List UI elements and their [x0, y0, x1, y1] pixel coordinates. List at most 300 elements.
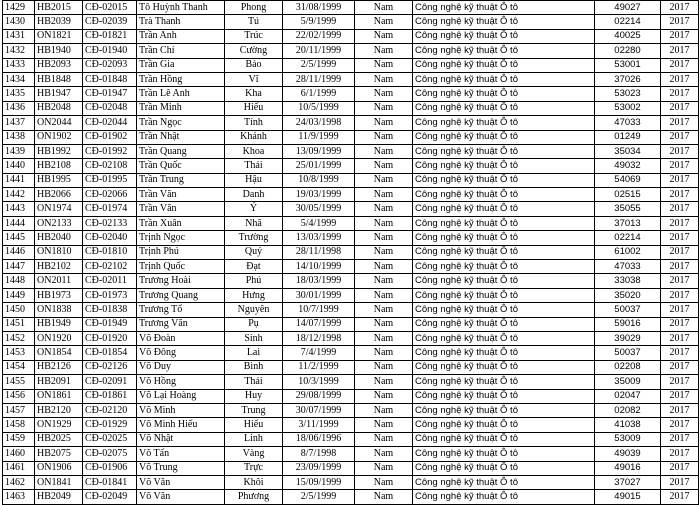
- year-cell: 2017: [661, 360, 699, 374]
- student-id-cell: CĐ-01810: [83, 245, 137, 259]
- gender-cell: Nam: [355, 58, 413, 72]
- last-middle-name-cell: Trương Quang: [137, 288, 225, 302]
- major-cell: Công nghệ kỹ thuật Ô tô: [413, 331, 595, 345]
- gender-cell: Nam: [355, 188, 413, 202]
- gender-cell: Nam: [355, 29, 413, 43]
- row-number-cell: 1442: [3, 188, 35, 202]
- code-number-cell: 53002: [595, 101, 661, 115]
- major-cell: Công nghệ kỹ thuật Ô tô: [413, 389, 595, 403]
- first-name-cell: Khôi: [225, 475, 283, 489]
- birth-date-cell: 28/11/1999: [283, 72, 355, 86]
- last-middle-name-cell: Trần Hồng: [137, 72, 225, 86]
- major-cell: Công nghệ kỹ thuật Ô tô: [413, 1, 595, 15]
- major-cell: Công nghệ kỹ thuật Ô tô: [413, 216, 595, 230]
- last-middle-name-cell: Tô Huỳnh Thanh: [137, 1, 225, 15]
- first-name-cell: Danh: [225, 188, 283, 202]
- year-cell: 2017: [661, 403, 699, 417]
- student-id-cell: CĐ-02120: [83, 403, 137, 417]
- major-cell: Công nghệ kỹ thuật Ô tô: [413, 274, 595, 288]
- major-cell: Công nghệ kỹ thuật Ô tô: [413, 360, 595, 374]
- code-number-cell: 47033: [595, 260, 661, 274]
- student-id-cell: CĐ-01838: [83, 303, 137, 317]
- row-number-cell: 1429: [3, 1, 35, 15]
- table-row: [3, 116, 699, 130]
- registration-code-cell: HB2039: [35, 15, 83, 29]
- first-name-cell: Bảo: [225, 58, 283, 72]
- last-middle-name-cell: Trần Gia: [137, 58, 225, 72]
- registration-code-cell: HB1848: [35, 72, 83, 86]
- major-cell: Công nghệ kỹ thuật Ô tô: [413, 87, 595, 101]
- last-middle-name-cell: Võ Minh Hiếu: [137, 418, 225, 432]
- registration-code-cell: HB1973: [35, 288, 83, 302]
- table-row: [3, 447, 699, 461]
- year-cell: 2017: [661, 231, 699, 245]
- year-cell: 2017: [661, 331, 699, 345]
- table-row: [3, 173, 699, 187]
- year-cell: 2017: [661, 144, 699, 158]
- table-row: [3, 72, 699, 86]
- row-number-cell: 1462: [3, 475, 35, 489]
- table-row: [3, 346, 699, 360]
- table-row: [3, 130, 699, 144]
- row-number-cell: 1444: [3, 216, 35, 230]
- last-middle-name-cell: Trần Trung: [137, 173, 225, 187]
- registration-code-cell: HB2093: [35, 58, 83, 72]
- first-name-cell: Pụ: [225, 317, 283, 331]
- registration-code-cell: ON1902: [35, 130, 83, 144]
- birth-date-cell: 18/03/1999: [283, 274, 355, 288]
- year-cell: 2017: [661, 116, 699, 130]
- student-id-cell: CĐ-01861: [83, 389, 137, 403]
- gender-cell: Nam: [355, 288, 413, 302]
- student-id-cell: CĐ-01920: [83, 331, 137, 345]
- row-number-cell: 1438: [3, 130, 35, 144]
- major-cell: Công nghệ kỹ thuật Ô tô: [413, 159, 595, 173]
- major-cell: Công nghệ kỹ thuật Ô tô: [413, 116, 595, 130]
- student-id-cell: CĐ-02011: [83, 274, 137, 288]
- major-cell: Công nghệ kỹ thuật Ô tô: [413, 144, 595, 158]
- last-middle-name-cell: Võ Văn: [137, 475, 225, 489]
- birth-date-cell: 23/09/1999: [283, 461, 355, 475]
- code-number-cell: 02280: [595, 44, 661, 58]
- gender-cell: Nam: [355, 303, 413, 317]
- major-cell: Công nghệ kỹ thuật Ô tô: [413, 101, 595, 115]
- code-number-cell: 02515: [595, 188, 661, 202]
- major-cell: Công nghệ kỹ thuật Ô tô: [413, 317, 595, 331]
- birth-date-cell: 5/9/1999: [283, 15, 355, 29]
- last-middle-name-cell: Võ Văn: [137, 490, 225, 504]
- gender-cell: Nam: [355, 130, 413, 144]
- registration-code-cell: HB2049: [35, 490, 83, 504]
- gender-cell: Nam: [355, 317, 413, 331]
- row-number-cell: 1440: [3, 159, 35, 173]
- student-id-cell: CĐ-01974: [83, 202, 137, 216]
- last-middle-name-cell: Trương Hoài: [137, 274, 225, 288]
- student-id-cell: CĐ-01848: [83, 72, 137, 86]
- birth-date-cell: 10/3/1999: [283, 375, 355, 389]
- birth-date-cell: 31/08/1999: [283, 1, 355, 15]
- student-id-cell: CĐ-02039: [83, 15, 137, 29]
- gender-cell: Nam: [355, 260, 413, 274]
- year-cell: 2017: [661, 202, 699, 216]
- student-id-cell: CĐ-01995: [83, 173, 137, 187]
- major-cell: Công nghệ kỹ thuật Ô tô: [413, 288, 595, 302]
- registration-code-cell: ON1929: [35, 418, 83, 432]
- birth-date-cell: 14/07/1999: [283, 317, 355, 331]
- last-middle-name-cell: Võ Lại Hoàng: [137, 389, 225, 403]
- gender-cell: Nam: [355, 346, 413, 360]
- last-middle-name-cell: Trương Văn: [137, 317, 225, 331]
- gender-cell: Nam: [355, 116, 413, 130]
- birth-date-cell: 3/11/1999: [283, 418, 355, 432]
- major-cell: Công nghệ kỹ thuật Ô tô: [413, 303, 595, 317]
- student-id-cell: CĐ-01841: [83, 475, 137, 489]
- table-row: [3, 144, 699, 158]
- registration-code-cell: ON1810: [35, 245, 83, 259]
- first-name-cell: Cường: [225, 44, 283, 58]
- year-cell: 2017: [661, 475, 699, 489]
- code-number-cell: 35034: [595, 144, 661, 158]
- year-cell: 2017: [661, 490, 699, 504]
- code-number-cell: 47033: [595, 116, 661, 130]
- birth-date-cell: 2/5/1999: [283, 58, 355, 72]
- student-id-cell: CĐ-01992: [83, 144, 137, 158]
- birth-date-cell: 22/02/1999: [283, 29, 355, 43]
- table-row: [3, 87, 699, 101]
- first-name-cell: Tú: [225, 15, 283, 29]
- row-number-cell: 1461: [3, 461, 35, 475]
- row-number-cell: 1454: [3, 360, 35, 374]
- code-number-cell: 02208: [595, 360, 661, 374]
- birth-date-cell: 6/1/1999: [283, 87, 355, 101]
- major-cell: Công nghệ kỹ thuật Ô tô: [413, 418, 595, 432]
- code-number-cell: 49015: [595, 490, 661, 504]
- first-name-cell: Linh: [225, 432, 283, 446]
- last-middle-name-cell: Trần Ngọc: [137, 116, 225, 130]
- year-cell: 2017: [661, 274, 699, 288]
- student-id-cell: CĐ-02025: [83, 432, 137, 446]
- first-name-cell: Hiếu: [225, 101, 283, 115]
- student-id-cell: CĐ-01973: [83, 288, 137, 302]
- code-number-cell: 53009: [595, 432, 661, 446]
- code-number-cell: 53001: [595, 58, 661, 72]
- registration-code-cell: ON1974: [35, 202, 83, 216]
- last-middle-name-cell: Võ Trung: [137, 461, 225, 475]
- row-number-cell: 1457: [3, 403, 35, 417]
- code-number-cell: 49032: [595, 159, 661, 173]
- table-row: [3, 274, 699, 288]
- gender-cell: Nam: [355, 475, 413, 489]
- first-name-cell: Thái: [225, 375, 283, 389]
- last-middle-name-cell: Võ Đoàn: [137, 331, 225, 345]
- row-number-cell: 1455: [3, 375, 35, 389]
- row-number-cell: 1431: [3, 29, 35, 43]
- student-id-cell: CĐ-02044: [83, 116, 137, 130]
- student-id-cell: CĐ-01902: [83, 130, 137, 144]
- gender-cell: Nam: [355, 173, 413, 187]
- code-number-cell: 02047: [595, 389, 661, 403]
- first-name-cell: Sinh: [225, 331, 283, 345]
- birth-date-cell: 10/5/1999: [283, 101, 355, 115]
- first-name-cell: Nhã: [225, 216, 283, 230]
- student-id-cell: CĐ-02091: [83, 375, 137, 389]
- birth-date-cell: 30/05/1999: [283, 202, 355, 216]
- last-middle-name-cell: Võ Tấn: [137, 447, 225, 461]
- major-cell: Công nghệ kỹ thuật Ô tô: [413, 58, 595, 72]
- major-cell: Công nghệ kỹ thuật Ô tô: [413, 15, 595, 29]
- year-cell: 2017: [661, 188, 699, 202]
- student-id-cell: CĐ-02075: [83, 447, 137, 461]
- code-number-cell: 61002: [595, 245, 661, 259]
- gender-cell: Nam: [355, 245, 413, 259]
- code-number-cell: 02214: [595, 231, 661, 245]
- registration-code-cell: HB1992: [35, 144, 83, 158]
- gender-cell: Nam: [355, 144, 413, 158]
- student-id-cell: CĐ-02040: [83, 231, 137, 245]
- first-name-cell: Trúc: [225, 29, 283, 43]
- row-number-cell: 1453: [3, 346, 35, 360]
- year-cell: 2017: [661, 389, 699, 403]
- table-row: [3, 15, 699, 29]
- gender-cell: Nam: [355, 490, 413, 504]
- table-row: [3, 360, 699, 374]
- first-name-cell: Hiếu: [225, 418, 283, 432]
- major-cell: Công nghệ kỹ thuật Ô tô: [413, 130, 595, 144]
- gender-cell: Nam: [355, 87, 413, 101]
- registration-code-cell: HB2015: [35, 1, 83, 15]
- last-middle-name-cell: Trần Lê Anh: [137, 87, 225, 101]
- code-number-cell: 53023: [595, 87, 661, 101]
- first-name-cell: Thái: [225, 159, 283, 173]
- table-row: [3, 389, 699, 403]
- gender-cell: Nam: [355, 44, 413, 58]
- table-row: [3, 188, 699, 202]
- table-row: [3, 432, 699, 446]
- registration-code-cell: HB2108: [35, 159, 83, 173]
- code-number-cell: 37027: [595, 475, 661, 489]
- code-number-cell: 49016: [595, 461, 661, 475]
- code-number-cell: 49027: [595, 1, 661, 15]
- major-cell: Công nghệ kỹ thuật Ô tô: [413, 29, 595, 43]
- year-cell: 2017: [661, 15, 699, 29]
- registration-code-cell: ON1821: [35, 29, 83, 43]
- code-number-cell: 37013: [595, 216, 661, 230]
- birth-date-cell: 30/07/1999: [283, 403, 355, 417]
- birth-date-cell: 29/08/1999: [283, 389, 355, 403]
- table-row: [3, 245, 699, 259]
- student-id-cell: CĐ-02093: [83, 58, 137, 72]
- birth-date-cell: 7/4/1999: [283, 346, 355, 360]
- major-cell: Công nghệ kỹ thuật Ô tô: [413, 260, 595, 274]
- last-middle-name-cell: Trần Chí: [137, 44, 225, 58]
- first-name-cell: Bình: [225, 360, 283, 374]
- registration-code-cell: HB2066: [35, 188, 83, 202]
- registration-code-cell: ON1906: [35, 461, 83, 475]
- row-number-cell: 1430: [3, 15, 35, 29]
- first-name-cell: Trung: [225, 403, 283, 417]
- table-row: [3, 490, 699, 504]
- table-row: [3, 375, 699, 389]
- registration-code-cell: HB1947: [35, 87, 83, 101]
- table-row: [3, 44, 699, 58]
- student-id-cell: CĐ-01854: [83, 346, 137, 360]
- first-name-cell: Vàng: [225, 447, 283, 461]
- table-row: [3, 475, 699, 489]
- first-name-cell: Nguyên: [225, 303, 283, 317]
- table-row: [3, 1, 699, 15]
- year-cell: 2017: [661, 346, 699, 360]
- major-cell: Công nghệ kỹ thuật Ô tô: [413, 245, 595, 259]
- birth-date-cell: 15/09/1999: [283, 475, 355, 489]
- table-row: [3, 418, 699, 432]
- first-name-cell: Hậu: [225, 173, 283, 187]
- first-name-cell: Đạt: [225, 260, 283, 274]
- code-number-cell: 33038: [595, 274, 661, 288]
- birth-date-cell: 25/01/1999: [283, 159, 355, 173]
- student-id-cell: CĐ-01906: [83, 461, 137, 475]
- gender-cell: Nam: [355, 15, 413, 29]
- major-cell: Công nghệ kỹ thuật Ô tô: [413, 44, 595, 58]
- last-middle-name-cell: Trịnh Quốc: [137, 260, 225, 274]
- registration-code-cell: ON1841: [35, 475, 83, 489]
- first-name-cell: Lai: [225, 346, 283, 360]
- table-row: [3, 159, 699, 173]
- first-name-cell: Hưng: [225, 288, 283, 302]
- registration-code-cell: HB2126: [35, 360, 83, 374]
- last-middle-name-cell: Võ Đông: [137, 346, 225, 360]
- year-cell: 2017: [661, 461, 699, 475]
- birth-date-cell: 28/11/1998: [283, 245, 355, 259]
- row-number-cell: 1448: [3, 274, 35, 288]
- row-number-cell: 1434: [3, 72, 35, 86]
- major-cell: Công nghệ kỹ thuật Ô tô: [413, 403, 595, 417]
- year-cell: 2017: [661, 303, 699, 317]
- code-number-cell: 02214: [595, 15, 661, 29]
- gender-cell: Nam: [355, 1, 413, 15]
- row-number-cell: 1460: [3, 447, 35, 461]
- major-cell: Công nghệ kỹ thuật Ô tô: [413, 173, 595, 187]
- first-name-cell: Khánh: [225, 130, 283, 144]
- birth-date-cell: 18/12/1998: [283, 331, 355, 345]
- birth-date-cell: 24/03/1998: [283, 116, 355, 130]
- gender-cell: Nam: [355, 202, 413, 216]
- year-cell: 2017: [661, 87, 699, 101]
- row-number-cell: 1451: [3, 317, 35, 331]
- year-cell: 2017: [661, 432, 699, 446]
- student-id-cell: CĐ-01947: [83, 87, 137, 101]
- code-number-cell: 49039: [595, 447, 661, 461]
- student-id-cell: CĐ-02102: [83, 260, 137, 274]
- row-number-cell: 1433: [3, 58, 35, 72]
- gender-cell: Nam: [355, 389, 413, 403]
- table-row: [3, 331, 699, 345]
- row-number-cell: 1458: [3, 418, 35, 432]
- gender-cell: Nam: [355, 432, 413, 446]
- year-cell: 2017: [661, 1, 699, 15]
- birth-date-cell: 13/09/1999: [283, 144, 355, 158]
- row-number-cell: 1446: [3, 245, 35, 259]
- code-number-cell: 54069: [595, 173, 661, 187]
- year-cell: 2017: [661, 375, 699, 389]
- major-cell: Công nghệ kỹ thuật Ô tô: [413, 72, 595, 86]
- code-number-cell: 01249: [595, 130, 661, 144]
- last-middle-name-cell: Trần Văn: [137, 202, 225, 216]
- first-name-cell: Huy: [225, 389, 283, 403]
- last-middle-name-cell: Trịnh Phú: [137, 245, 225, 259]
- row-number-cell: 1449: [3, 288, 35, 302]
- first-name-cell: Khoa: [225, 144, 283, 158]
- code-number-cell: 35020: [595, 288, 661, 302]
- birth-date-cell: 19/03/1999: [283, 188, 355, 202]
- student-id-cell: CĐ-02015: [83, 1, 137, 15]
- birth-date-cell: 10/7/1999: [283, 303, 355, 317]
- major-cell: Công nghệ kỹ thuật Ô tô: [413, 447, 595, 461]
- last-middle-name-cell: Trà Thanh: [137, 15, 225, 29]
- birth-date-cell: 10/8/1999: [283, 173, 355, 187]
- code-number-cell: 39029: [595, 331, 661, 345]
- gender-cell: Nam: [355, 360, 413, 374]
- last-middle-name-cell: Trần Văn: [137, 188, 225, 202]
- code-number-cell: 50037: [595, 346, 661, 360]
- table-row: [3, 231, 699, 245]
- year-cell: 2017: [661, 245, 699, 259]
- registration-code-cell: ON1861: [35, 389, 83, 403]
- gender-cell: Nam: [355, 418, 413, 432]
- gender-cell: Nam: [355, 461, 413, 475]
- major-cell: Công nghệ kỹ thuật Ô tô: [413, 202, 595, 216]
- row-number-cell: 1441: [3, 173, 35, 187]
- row-number-cell: 1437: [3, 116, 35, 130]
- registration-code-cell: ON2044: [35, 116, 83, 130]
- student-id-cell: CĐ-02133: [83, 216, 137, 230]
- year-cell: 2017: [661, 418, 699, 432]
- gender-cell: Nam: [355, 274, 413, 288]
- student-id-cell: CĐ-02049: [83, 490, 137, 504]
- row-number-cell: 1459: [3, 432, 35, 446]
- first-name-cell: Quý: [225, 245, 283, 259]
- first-name-cell: Trường: [225, 231, 283, 245]
- registration-code-cell: HB1940: [35, 44, 83, 58]
- gender-cell: Nam: [355, 216, 413, 230]
- registration-code-cell: HB1949: [35, 317, 83, 331]
- year-cell: 2017: [661, 260, 699, 274]
- student-roster-table: [2, 0, 699, 505]
- gender-cell: Nam: [355, 231, 413, 245]
- first-name-cell: Trực: [225, 461, 283, 475]
- birth-date-cell: 5/4/1999: [283, 216, 355, 230]
- birth-date-cell: 13/03/1999: [283, 231, 355, 245]
- last-middle-name-cell: Trịnh Ngọc: [137, 231, 225, 245]
- first-name-cell: Phú: [225, 274, 283, 288]
- first-name-cell: Phong: [225, 1, 283, 15]
- first-name-cell: Tính: [225, 116, 283, 130]
- year-cell: 2017: [661, 447, 699, 461]
- registration-code-cell: HB2040: [35, 231, 83, 245]
- last-middle-name-cell: Võ Minh: [137, 403, 225, 417]
- student-id-cell: CĐ-02048: [83, 101, 137, 115]
- year-cell: 2017: [661, 288, 699, 302]
- major-cell: Công nghệ kỹ thuật Ô tô: [413, 346, 595, 360]
- birth-date-cell: 11/9/1999: [283, 130, 355, 144]
- row-number-cell: 1436: [3, 101, 35, 115]
- code-number-cell: 37026: [595, 72, 661, 86]
- last-middle-name-cell: Trần Anh: [137, 29, 225, 43]
- table-row: [3, 403, 699, 417]
- registration-code-cell: ON1854: [35, 346, 83, 360]
- registration-code-cell: HB2025: [35, 432, 83, 446]
- table-row: [3, 58, 699, 72]
- registration-code-cell: HB2091: [35, 375, 83, 389]
